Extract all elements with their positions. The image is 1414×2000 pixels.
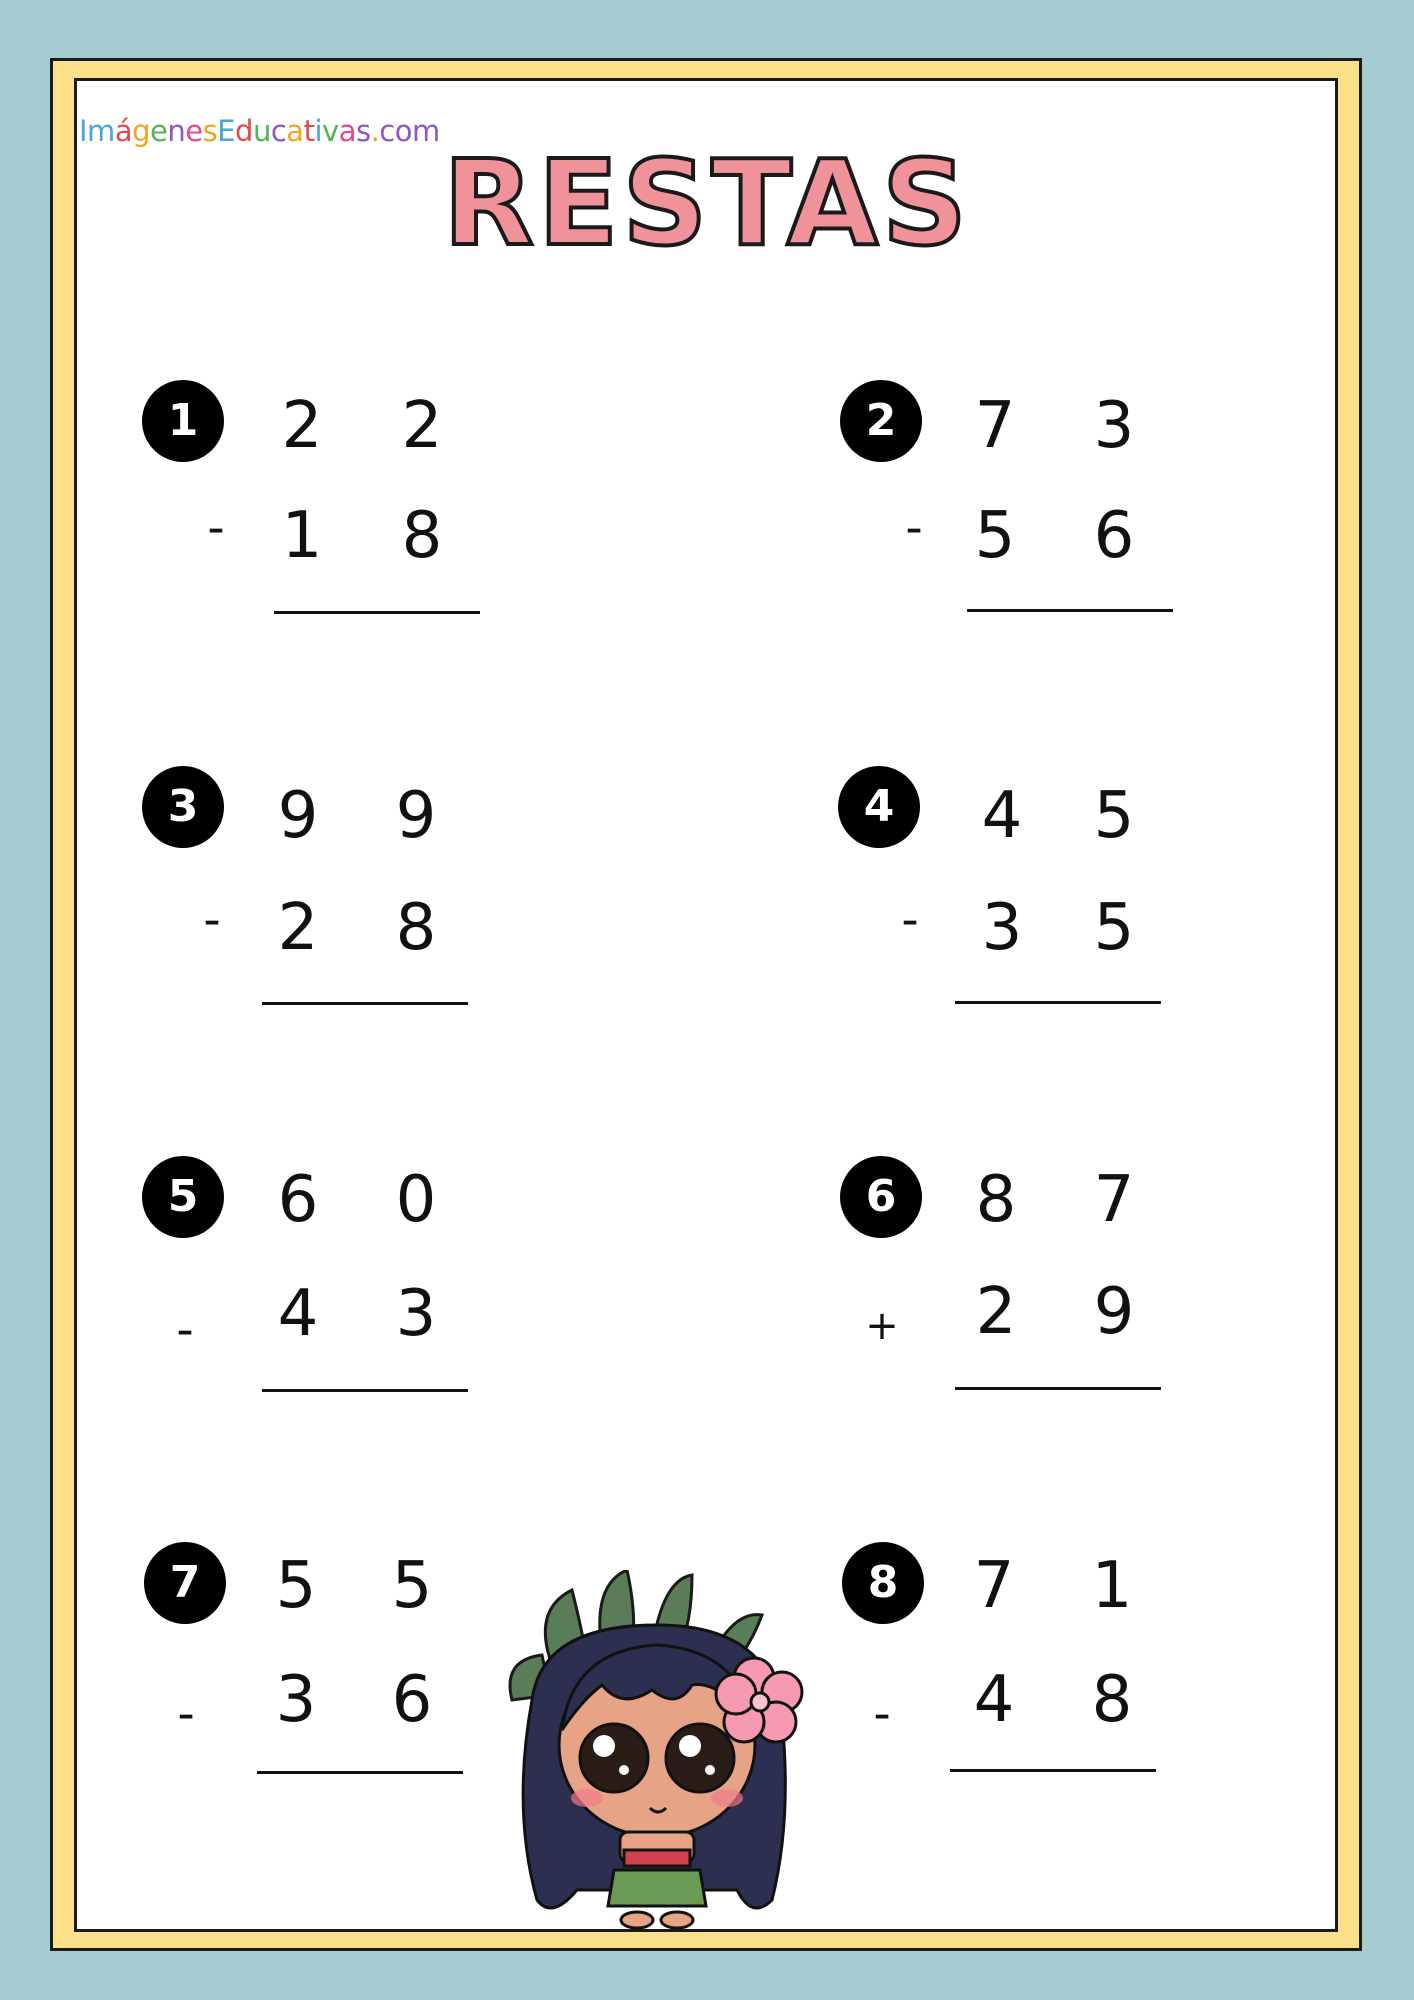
minuend-units: 2 [401,389,443,463]
logo-letter: c [270,114,287,148]
problem-number-badge: 7 [144,1542,226,1624]
logo-letter: g [132,114,151,148]
logo-letter: Im [79,114,115,148]
subtrahend-units: 8 [1091,1663,1133,1737]
problem-number-badge: 2 [840,380,922,462]
problem-2 [840,380,1170,640]
logo-letter: t [303,114,315,148]
problem-5 [142,1156,472,1416]
problem-number-badge: 6 [840,1156,922,1238]
logo-letter: i [314,114,323,148]
problem-8 [842,1542,1172,1802]
problem-3 [142,766,472,1026]
minuend-units: 1 [1091,1549,1133,1623]
subtrahend-tens: 5 [974,499,1016,573]
subtrahend-tens: 2 [975,1275,1017,1349]
logo-letter: a [338,114,356,148]
answer-line [257,1771,463,1774]
subtrahend-units: 9 [1093,1275,1135,1349]
problem-number-badge: 4 [838,766,920,848]
subtrahend-tens: 3 [981,891,1023,965]
girl-with-flower-illustration [492,1570,822,1930]
problem-number-badge: 1 [142,380,224,462]
minuend-tens: 4 [981,779,1023,853]
logo-letter: a [286,114,304,148]
logo-letter: d [235,114,253,148]
operator-sign: + [865,1303,899,1349]
minuend-tens: 9 [277,779,319,853]
logo-letter: e [150,114,168,148]
answer-line [262,1389,468,1392]
answer-line [950,1769,1156,1772]
problem-number-badge: 8 [842,1542,924,1624]
subtrahend-units: 6 [1093,499,1135,573]
logo-letter: . [370,114,380,148]
subtrahend-tens: 1 [281,499,323,573]
problem-4 [838,766,1168,1026]
problem-6 [840,1156,1170,1416]
logo-letter: u [252,114,271,148]
logo-letter: s [355,114,371,148]
logo-letter: e [185,114,203,148]
answer-line [262,1002,468,1005]
minuend-tens: 2 [281,389,323,463]
minuend-tens: 7 [973,1549,1015,1623]
minuend-units: 5 [1093,779,1135,853]
operator-sign: - [901,892,919,948]
problem-7 [144,1542,474,1802]
logo-letter: E [217,114,236,148]
operator-sign: - [176,1302,194,1358]
grass-skirt [608,1870,706,1906]
problem-number-badge: 5 [142,1156,224,1238]
operator-sign: - [207,500,225,556]
answer-line [274,611,480,614]
minuend-tens: 5 [275,1549,317,1623]
subtrahend-tens: 4 [277,1277,319,1351]
operator-sign: - [177,1686,195,1742]
minuend-units: 9 [395,779,437,853]
subtrahend-units: 8 [395,891,437,965]
operator-sign: - [203,892,221,948]
problem-number-badge: 3 [142,766,224,848]
answer-line [955,1001,1161,1004]
minuend-units: 3 [1093,389,1135,463]
operator-sign: - [905,500,923,556]
operator-sign: - [873,1686,891,1742]
subtrahend-units: 3 [395,1277,437,1351]
subtrahend-units: 5 [1093,891,1135,965]
site-logo [79,114,440,148]
minuend-units: 0 [395,1163,437,1237]
logo-letter: n [167,114,186,148]
minuend-tens: 7 [974,389,1016,463]
minuend-tens: 8 [975,1163,1017,1237]
subtrahend-tens: 3 [275,1663,317,1737]
problem-1 [142,380,472,640]
answer-line [967,609,1173,612]
subtrahend-units: 6 [391,1663,433,1737]
subtrahend-units: 8 [401,499,443,573]
logo-letter: v [322,114,339,148]
subtrahend-tens: 2 [277,891,319,965]
minuend-units: 7 [1093,1163,1135,1237]
page-title: RESTAS [442,134,972,272]
logo-letter: á [114,114,133,148]
answer-line [955,1387,1161,1390]
logo-letter: s [202,114,218,148]
logo-letter: com [379,114,440,148]
subtrahend-tens: 4 [973,1663,1015,1737]
minuend-units: 5 [391,1549,433,1623]
minuend-tens: 6 [277,1163,319,1237]
